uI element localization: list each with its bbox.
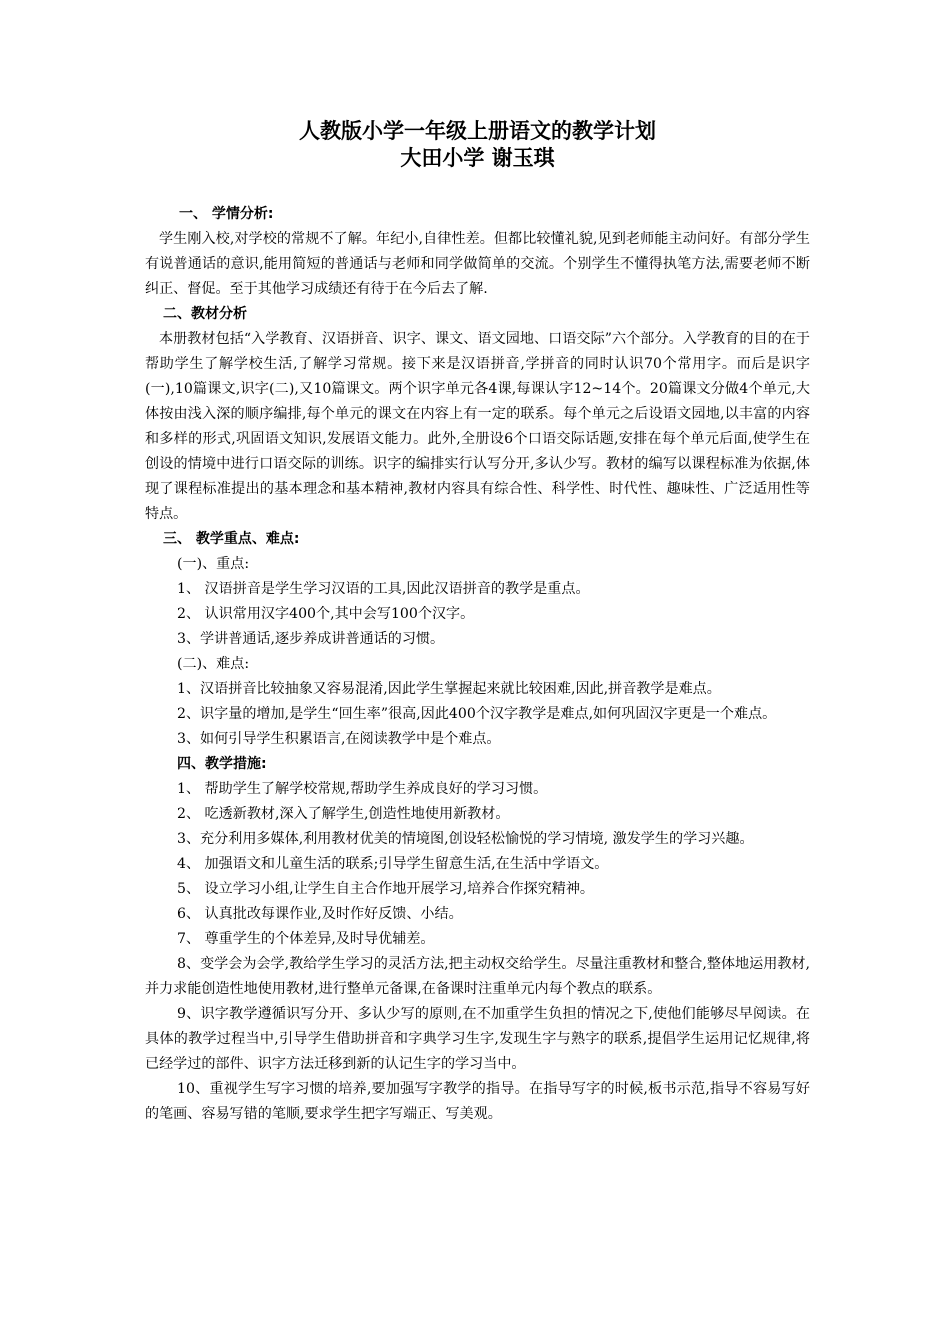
difficulty-item: 2、识字量的增加,是学生“回生率”很高,因此400个汉字教学是难点,如何巩固汉字更是一个难点。	[177, 706, 777, 722]
measure-item: 5、 设立学习小组,让学生自主合作地开展学习,培养合作探究精神。	[177, 881, 595, 897]
difficulties-label: (二)、难点:	[177, 656, 250, 672]
key-point-item: 2、 认识常用汉字400个,其中会写100个汉字。	[177, 606, 475, 622]
measure-item: 3、充分利用多媒体,利用教材优美的情境图,创设轻松愉悦的学习情境, 激发学生的学习兴趣。	[177, 831, 754, 847]
document-title: 人教版小学一年级上册语文的教学计划	[299, 119, 656, 143]
measure-item: 4、 加强语文和儿童生活的联系;引导学生留意生活,在生活中学语文。	[177, 856, 609, 872]
section-heading-key-points: 三、 教学重点、难点:	[163, 531, 300, 547]
difficulty-item: 1、汉语拼音比较抽象又容易混淆,因此学生掌握起来就比较困难,因此,拼音教学是难点。	[177, 681, 721, 697]
measure-item: 7、 尊重学生的个体差异,及时导优辅差。	[177, 931, 435, 947]
document-subtitle: 大田小学 谢玉琪	[400, 146, 555, 170]
measure-item: 6、 认真批改每课作业,及时作好反馈、小结。	[177, 906, 463, 922]
key-points-label: (一)、重点:	[177, 556, 250, 572]
key-point-item: 3、学讲普通话,逐步养成讲普通话的习惯。	[177, 631, 445, 647]
measure-item: 1、 帮助学生了解学校常规,帮助学生养成良好的学习习惯。	[177, 781, 548, 797]
difficulty-item: 3、如何引导学生积累语言,在阅读教学中是个难点。	[177, 731, 501, 747]
measure-item: 8、变学会为会学,教给学生学习的灵活方法,把主动权交给学生。尽量注重教材和整合,整体地运用教材,并力求能创造性地使用教材,进行整单元备课,在备课时注重单元内每个教点的联系。	[145, 956, 810, 997]
paragraph-textbook-analysis: 本册教材包括“入学教育、汉语拼音、识字、课文、语文园地、口语交际”六个部分。入学教育的目的在于帮助学生了解学校生活,了解学习常规。接下来是汉语拼音,学拼音的同时认识70个常用字。而后是识字 (一),10篇课文,识字(二),又10篇课文。两个识字单元各4课,每课认字12~14个。20篇课文分做4个单元,大体按由浅入深的顺序编排,每个单元的课文在内容上有一定的联系。每个单元之后设语文园地,以丰富的内容和多样的形式,巩固语文知识,发展语文能力。此外,全册设6个口语交际话题,安排在每个单元后面,使学生在创设的情境中进行口语交际的训练。识字的编排实行认写分开,多认少写。教材的编写以课程标准为依据,体现了课程标准提出的基本理念和基本精神,教材内容具有综合性、科学性、时代性、趣味性、广泛适用性等特点。	[145, 331, 810, 522]
paragraph-student-analysis: 学生刚入校,对学校的常规不了解。年纪小,自律性差。但都比较懂礼貌,见到老师能主动问好。有部分学生有说普通话的意识,能用简短的普通话与老师和同学做简单的交流。个别学生不懂得执笔方法,需要老师不断纠正、督促。至于其他学习成绩还有待于在今后去了解.	[145, 231, 810, 297]
key-point-item: 1、 汉语拼音是学生学习汉语的工具,因此汉语拼音的教学是重点。	[177, 581, 590, 597]
measure-item: 10、重视学生写字习惯的培养,要加强写字教学的指导。在指导写字的时候,板书示范,指导不容易写好的笔画、容易写错的笔顺,要求学生把字写端正、写美观。	[145, 1081, 810, 1122]
measure-item: 9、识字教学遵循识写分开、多认少写的原则,在不加重学生负担的情况之下,使他们能够尽早阅读。在具体的教学过程当中,引导学生借助拼音和字典学习生字,发现生字与熟字的联系,提倡学生运用记忆规律,将已经学过的部件、识字方法迁移到新的认记生字的学习当中。	[145, 1006, 810, 1072]
document-page	[145, 118, 810, 1127]
section-heading-textbook-analysis: 二、教材分析	[163, 306, 247, 322]
measure-item: 2、 吃透新教材,深入了解学生,创造性地使用新教材。	[177, 806, 510, 822]
section-heading-student-analysis: 一、 学情分析:	[179, 206, 274, 222]
section-heading-teaching-measures: 四、教学措施:	[177, 756, 267, 772]
